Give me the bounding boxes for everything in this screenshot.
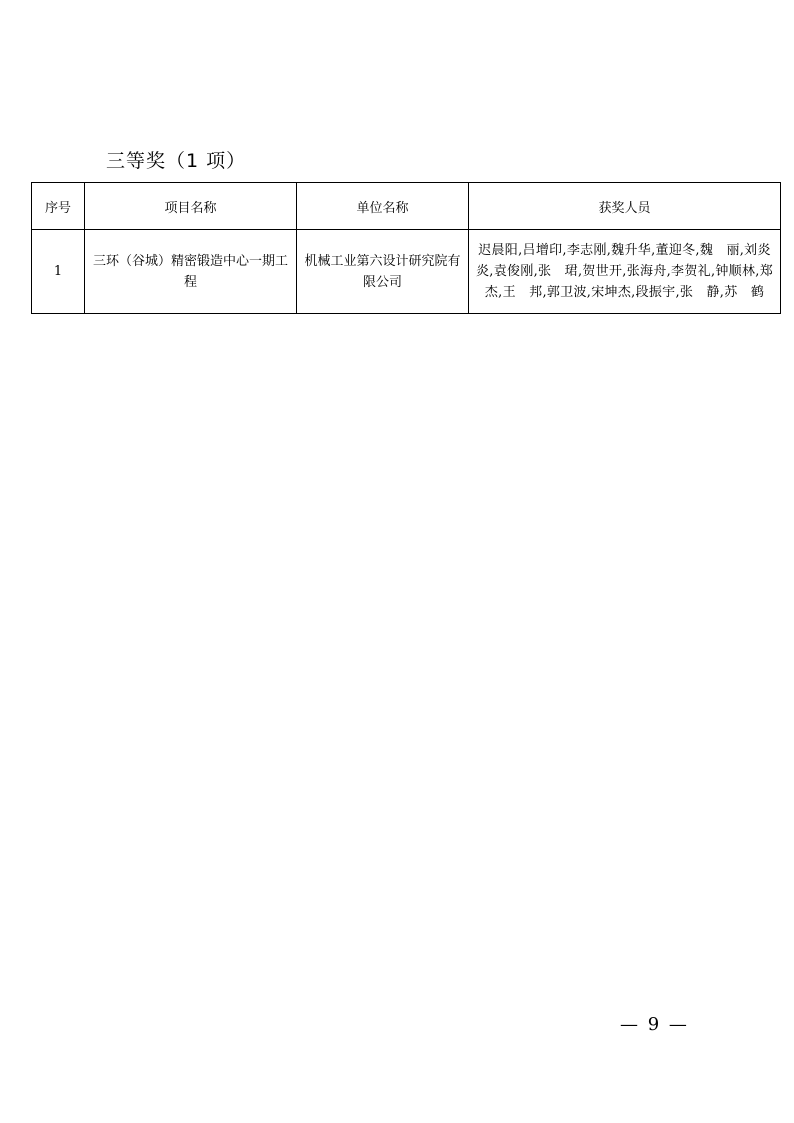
cell-project-name: 三环（谷城）精密锻造中心一期工程	[85, 230, 297, 314]
cell-index: 1	[32, 230, 85, 314]
table-header-row	[32, 183, 781, 230]
header-unit-name: 单位名称	[297, 183, 469, 230]
header-project-name: 项目名称	[85, 183, 297, 230]
cell-award-people: 迟晨阳,吕增印,李志刚,魏升华,董迎冬,魏 丽,刘炎炎,袁俊刚,张 珺,贺世开,张海舟,李贺礼,钟顺林,郑 杰,王 邦,郭卫波,宋坤杰,段振宇,张 静,苏 鹤	[469, 230, 781, 314]
awards-table	[31, 182, 787, 314]
cell-unit-name: 机械工业第六设计研究院有限公司	[297, 230, 469, 314]
header-award-people: 获奖人员	[469, 183, 781, 230]
table-row	[32, 230, 781, 314]
page-number: — 9 —	[620, 1014, 689, 1035]
header-index: 序号	[32, 183, 85, 230]
section-title: 三等奖（1 项）	[106, 150, 247, 172]
